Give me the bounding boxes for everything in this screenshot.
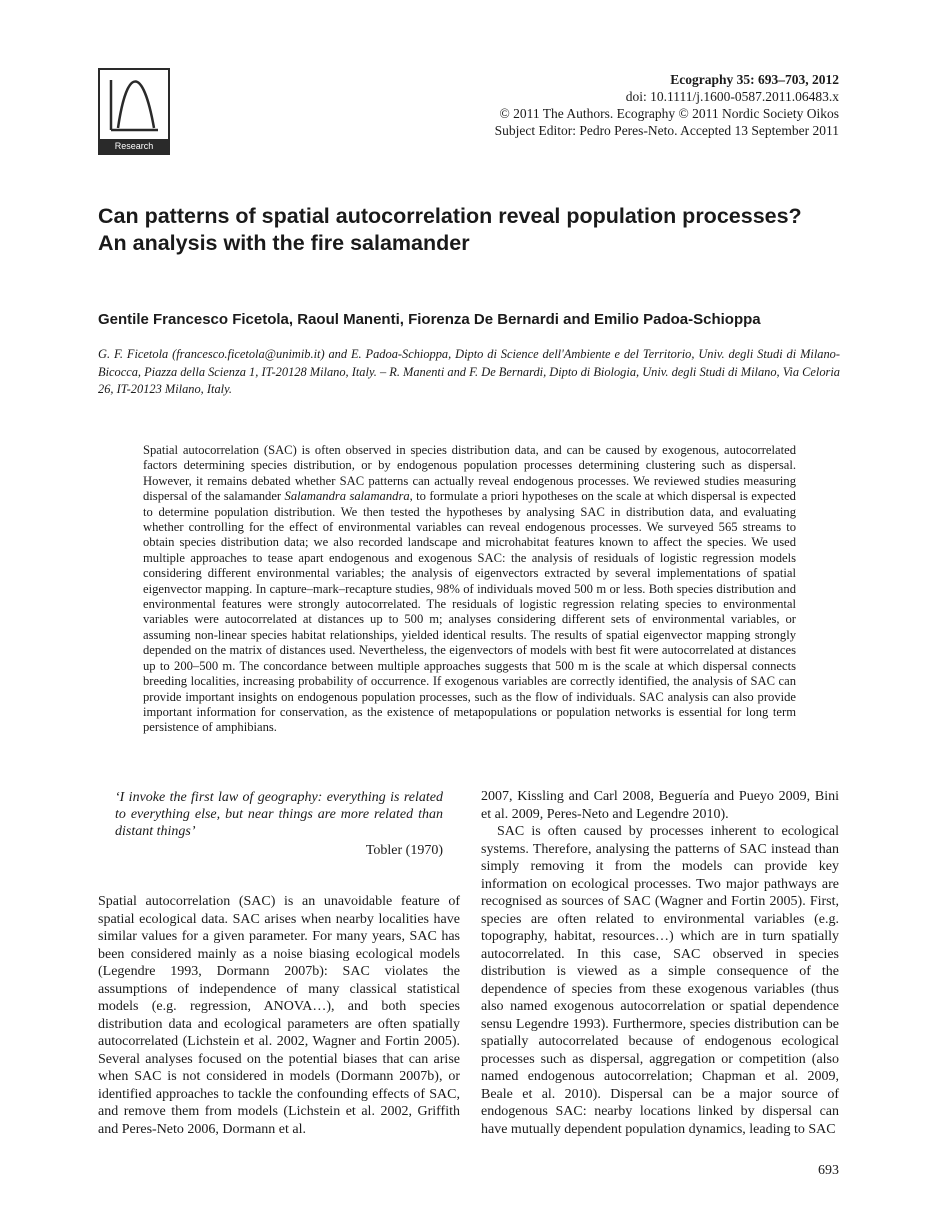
- abstract: [143, 443, 796, 736]
- body-paragraph: SAC is often caused by processes inherent to ecological systems. Therefore, analysing the patterns of SAC instead than simply removing it from the models can provide key information on ecological processes. Two major pathways are recognised as sources of SAC (Wagner and Fortin 2005). First, species are often related to environmental variables (e.g. topography, habitat, resources…) which are in turn spatially autocorrelated. In this case, SAC observed in species distribution is viewed as a simple consequence of the dependence of species from these exogenous variables (thus also named exogenous autocorrelation or spatial dependence sensu Legendre 1993). Furthermore, species distribution can be spatially autocorrelated because of endogenous ecological processes such as dispersal, aggregation or competition (also named endogenous autocorrelation; Chapman et al. 2009, Beale et al. 2010). Dispersal can be a major source of endogenous SAC: nearby locations linked by dispersal can have mutually dependent population dynamics, leading to SAC: [481, 824, 839, 1137]
- journal-citation: Ecography 35: 693–703, 2012: [670, 72, 839, 87]
- subject-editor: Subject Editor: Pedro Peres-Neto. Accepted 13 September 2011: [494, 123, 839, 138]
- body-column-right: [481, 788, 839, 1138]
- body-paragraph-continued: 2007, Kissling and Carl 2008, Beguería and Pueyo 2009, Bini et al. 2009, Peres-Neto and Legendre 2010).: [481, 789, 839, 822]
- body-column-left: [98, 893, 460, 1138]
- page-number: 693: [818, 1163, 839, 1178]
- body-paragraph: Spatial autocorrelation (SAC) is an unavoidable feature of spatial ecological data. SAC arises when nearby localities have similar values for a given parameter. For many years, SAC has been considered mainly as a noise biasing ecological models (Legendre 1993, Dormann 2007b): SAC violates the assumptions of independence of many classical statistical models (e.g. regression, ANOVA…), and both species distribution data and ecological parameters are often spatially autocorrelated (Lichstein et al. 2002, Wagner and Fortin 2005). Several analyses focused on the potential biases that can arise when SAC is not considered in models (Dormann 2007b), or identified approaches to tackle the confounding effects of SAC, and remove them from models (Lichstein et al. 2002, Griffith and Peres-Neto 2006, Dormann et al.: [98, 894, 460, 1137]
- abstract-text-2: , to formulate a priori hypotheses on the scale at which dispersal is expected to determine population distribution. We then tested the hypotheses by analysing SAC in distribution data, and evaluating whether controlling for the effect of environmental variables can reveal endogenous processes. We surveyed 565 streams to obtain species distribution data; we also recorded landscape and microhabitat features known to affect the species. We used multiple approaches to tease apart endogenous and exogenous SAC: the analysis of residuals of logistic regression models considering different environmental variables; the analysis of eigenvectors extracted by several implementations of spatial eigenvector mapping. In capture–mark–recapture studies, 98% of individuals moved 500 m or less. Both species distribution and environmental features were strongly autocorrelated. The residuals of logistic regression relating species to environmental variables were autocorrelated at distances up to 500 m; analyses considering different sets of environmental variables, or assuming non-linear species habitat relationships, yielded identical results. The results of spatial eigenvector mapping strongly depended on the matrix of distances used. Nevertheless, the eigenvectors of models with best fit were autocorrelated at distances up to 200–500 m. The concordance between multiple approaches suggests that 500 m is the scale at which dispersal connects breeding localities, increasing probability of occurrence. If exogenous variables are correctly identified, the analysis of SAC can provide important insights on endogenous population processes, such as the flow of individuals. SAC analysis can also provide important information for conservation, as the existence of metapopulations or population networks is essential for long term persistence of amphibians.: [143, 489, 796, 735]
- epigraph: [115, 789, 443, 859]
- research-label: Research: [100, 139, 168, 153]
- affiliations: G. F. Ficetola (francesco.ficetola@unimib.it) and E. Padoa-Schioppa, Dipto di Science dell'Ambiente e del Territorio, Univ. degli Studi di Milano-Bicocca, Piazza della Scienza 1, IT-20128 Milano, Italy. – R. Manenti and F. De Bernardi, Dipto di Biologia, Univ. degli Studi di Milano, Via Celoria 26, IT-20123 Milano, Italy.: [98, 347, 840, 396]
- epigraph-quote: ‘I invoke the first law of geography: everything is related to everything else, but near things are more related than distant things’: [115, 790, 443, 839]
- doi[interactable]: doi: 10.1111/j.1600-0587.2011.06483.x: [625, 89, 839, 104]
- research-logo: [98, 68, 170, 155]
- abstract-text-1: Spatial autocorrelation (SAC) is often observed in species distribution data, and can be caused by exogenous, autocorrelated factors determining species distribution, or by endogenous population processes determining clustering such as dispersal. However, it remains debated whether SAC patterns can actually reveal endogenous processes. We reviewed studies measuring dispersal of the salamander: [143, 443, 796, 504]
- species-name: Salamandra salamandra: [284, 489, 410, 504]
- journal-header: [495, 71, 839, 139]
- epigraph-citation: Tobler (1970): [365, 843, 443, 858]
- article-title: Can patterns of spatial autocorrelation reveal population processes? An analysis with the fire salamander: [98, 204, 802, 255]
- author-list: Gentile Francesco Ficetola, Raoul Manenti, Fiorenza De Bernardi and Emilio Padoa-Schioppa: [98, 311, 761, 328]
- bell-curve-icon: [100, 70, 168, 140]
- copyright: © 2011 The Authors. Ecography © 2011 Nordic Society Oikos: [499, 106, 839, 121]
